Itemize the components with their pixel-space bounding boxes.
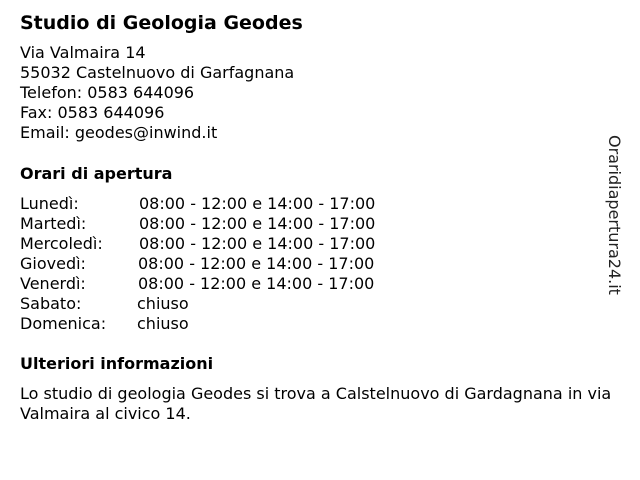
opening-hours-heading: Orari di apertura: [20, 164, 173, 183]
day-label: Lunedì:: [20, 194, 79, 213]
additional-info-heading: Ulteriori informazioni: [20, 354, 214, 373]
time-value: 08:00 - 12:00 e 14:00 - 17:00: [139, 214, 376, 233]
time-value: 08:00 - 12:00 e 14:00 - 17:00: [139, 194, 376, 213]
day-label: Sabato:: [20, 294, 82, 313]
time-value: 08:00 - 12:00 e 14:00 - 17:00: [138, 254, 375, 273]
additional-info-text: Lo studio di geologia Geodes si trova a Calstelnuovo di Gardagnana in via Valmaira al civico 14.: [20, 384, 612, 423]
email-address: Email: geodes@inwind.it: [20, 123, 218, 142]
time-value: chiuso: [137, 294, 189, 313]
business-title: Studio di Geologia Geodes: [20, 12, 303, 34]
watermark-text: Oraridiapertura24.it: [605, 135, 624, 295]
day-label: Venerdì:: [20, 274, 86, 293]
day-label: Martedì:: [20, 214, 87, 233]
site-watermark: [605, 135, 636, 310]
contact-block: [20, 43, 294, 143]
phone-number: Telefon: 0583 644096: [20, 83, 195, 102]
time-value: chiuso: [137, 314, 189, 333]
address-city: 55032 Castelnuovo di Garfagnana: [20, 63, 295, 82]
day-label: Domenica:: [20, 314, 107, 333]
time-value: 08:00 - 12:00 e 14:00 - 17:00: [138, 274, 375, 293]
address-street: Via Valmaira 14: [20, 43, 146, 62]
day-label: Mercoledì:: [20, 234, 103, 253]
day-label: Giovedì:: [20, 254, 86, 273]
time-value: 08:00 - 12:00 e 14:00 - 17:00: [139, 234, 376, 253]
fax-number: Fax: 0583 644096: [20, 103, 165, 122]
